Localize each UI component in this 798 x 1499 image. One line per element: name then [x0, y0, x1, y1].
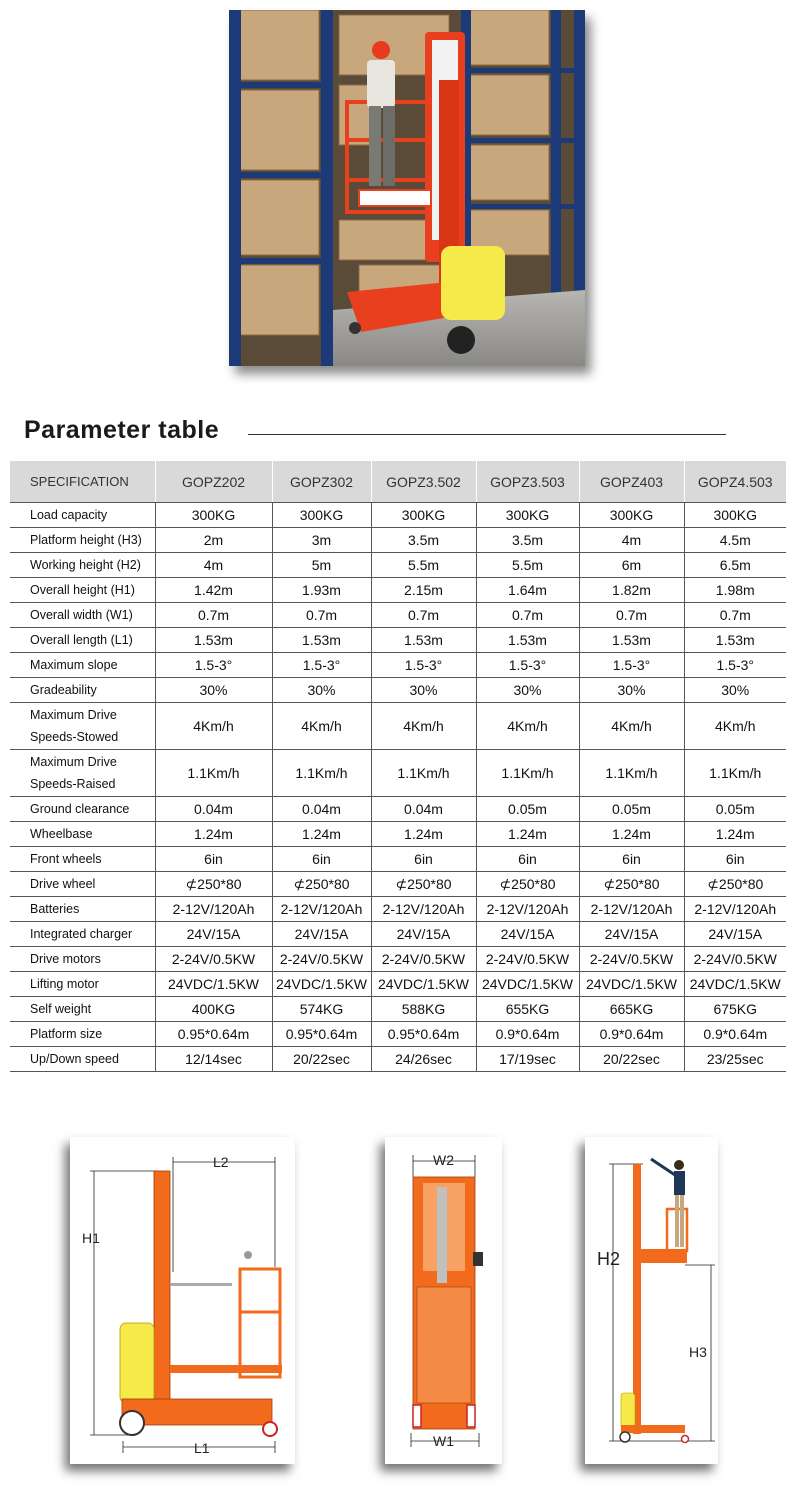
table-row [10, 822, 786, 847]
spec-value: 30% [272, 678, 371, 703]
dim-label-l1: L1 [194, 1440, 210, 1456]
spec-value: 2m [155, 528, 272, 553]
spec-value: 4Km/h [272, 703, 371, 750]
spec-value: 6m [579, 553, 684, 578]
spec-value: 6in [684, 847, 786, 872]
spec-label: Working height (H2) [10, 553, 155, 578]
spec-value: 24VDC/1.5KW [155, 972, 272, 997]
spec-label: Maximum slope [10, 653, 155, 678]
column-header: GOPZ3.502 [371, 461, 476, 503]
spec-value: 4Km/h [371, 703, 476, 750]
spec-value: 0.9*0.64m [476, 1022, 579, 1047]
spec-value: 0.05m [476, 797, 579, 822]
spec-value: 2-24V/0.5KW [371, 947, 476, 972]
spec-value: 12/14sec [155, 1047, 272, 1072]
spec-value: 2-24V/0.5KW [579, 947, 684, 972]
spec-value: 24VDC/1.5KW [371, 972, 476, 997]
table-row [10, 1022, 786, 1047]
dim-label-h1: H1 [82, 1230, 100, 1246]
spec-value: 1.5-3° [155, 653, 272, 678]
spec-value: 2-12V/120Ah [579, 897, 684, 922]
spec-value: 1.5-3° [684, 653, 786, 678]
spec-value: 1.24m [684, 822, 786, 847]
spec-value: 1.24m [476, 822, 579, 847]
spec-value: 1.24m [371, 822, 476, 847]
table-row [10, 628, 786, 653]
spec-value: 1.24m [155, 822, 272, 847]
spec-value: 30% [371, 678, 476, 703]
spec-value: 1.1Km/h [155, 750, 272, 797]
table-row [10, 872, 786, 897]
spec-value: 1.82m [579, 578, 684, 603]
spec-value: 4Km/h [155, 703, 272, 750]
spec-label: Integrated charger [10, 922, 155, 947]
spec-value: ⊄250*80 [371, 872, 476, 897]
column-header: GOPZ302 [272, 461, 371, 503]
spec-value: 17/19sec [476, 1047, 579, 1072]
spec-value: 2-12V/120Ah [684, 897, 786, 922]
spec-value: 6in [476, 847, 579, 872]
spec-value: ⊄250*80 [684, 872, 786, 897]
table-row [10, 553, 786, 578]
spec-label: Load capacity [10, 503, 155, 528]
spec-value: 0.95*0.64m [371, 1022, 476, 1047]
dim-label-w1: W1 [433, 1433, 454, 1449]
spec-value: 2-12V/120Ah [476, 897, 579, 922]
spec-value: 2.15m [371, 578, 476, 603]
spec-value: 0.7m [155, 603, 272, 628]
spec-value: 655KG [476, 997, 579, 1022]
spec-value: 24V/15A [579, 922, 684, 947]
spec-value: 30% [155, 678, 272, 703]
table-row [10, 1047, 786, 1072]
table-row [10, 503, 786, 528]
spec-value: 0.04m [272, 797, 371, 822]
spec-label: Maximum Drive Speeds-Stowed [10, 703, 155, 750]
spec-label: Platform size [10, 1022, 155, 1047]
table-row [10, 972, 786, 997]
spec-value: 1.98m [684, 578, 786, 603]
spec-value: 23/25sec [684, 1047, 786, 1072]
spec-value: 30% [579, 678, 684, 703]
spec-value: 0.7m [684, 603, 786, 628]
spec-value: 588KG [371, 997, 476, 1022]
spec-value: 1.24m [272, 822, 371, 847]
hero-photo [229, 10, 585, 366]
spec-value: 6in [371, 847, 476, 872]
dim-label-h3: H3 [689, 1344, 707, 1360]
spec-label: Wheelbase [10, 822, 155, 847]
spec-value: 2-24V/0.5KW [155, 947, 272, 972]
spec-label: Lifting motor [10, 972, 155, 997]
spec-value: 300KG [476, 503, 579, 528]
spec-label: Batteries [10, 897, 155, 922]
spec-label: Drive wheel [10, 872, 155, 897]
spec-value: 400KG [155, 997, 272, 1022]
spec-value: ⊄250*80 [272, 872, 371, 897]
spec-label: Self weight [10, 997, 155, 1022]
spec-value: 24V/15A [155, 922, 272, 947]
spec-value: 0.7m [371, 603, 476, 628]
spec-value: 0.7m [272, 603, 371, 628]
dim-label-h2: H2 [597, 1249, 621, 1269]
spec-value: 2-24V/0.5KW [272, 947, 371, 972]
spec-value: 300KG [155, 503, 272, 528]
table-body [10, 503, 786, 1072]
spec-value: 1.5-3° [476, 653, 579, 678]
spec-value: 665KG [579, 997, 684, 1022]
spec-value: ⊄250*80 [155, 872, 272, 897]
parameter-table [10, 461, 786, 1072]
column-header: GOPZ403 [579, 461, 684, 503]
spec-value: 3.5m [476, 528, 579, 553]
page-title: Parameter table [24, 416, 220, 444]
spec-value: 1.1Km/h [272, 750, 371, 797]
spec-value: 24V/15A [371, 922, 476, 947]
spec-value: 0.7m [579, 603, 684, 628]
spec-value: 24VDC/1.5KW [476, 972, 579, 997]
spec-value: 4Km/h [684, 703, 786, 750]
spec-value: 6in [155, 847, 272, 872]
spec-value: 0.9*0.64m [684, 1022, 786, 1047]
spec-value: 1.5-3° [579, 653, 684, 678]
front-view-drawing [385, 1137, 502, 1464]
spec-value: 6.5m [684, 553, 786, 578]
table-row [10, 750, 786, 797]
spec-value: 24VDC/1.5KW [684, 972, 786, 997]
spec-value: 4m [155, 553, 272, 578]
spec-label: Front wheels [10, 847, 155, 872]
spec-value: 0.04m [371, 797, 476, 822]
spec-value: 574KG [272, 997, 371, 1022]
spec-value: 1.53m [684, 628, 786, 653]
spec-value: 3m [272, 528, 371, 553]
spec-value: 1.42m [155, 578, 272, 603]
spec-value: 24/26sec [371, 1047, 476, 1072]
spec-value: 1.53m [371, 628, 476, 653]
spec-value: 1.53m [272, 628, 371, 653]
spec-value: 4Km/h [579, 703, 684, 750]
spec-value: 20/22sec [272, 1047, 371, 1072]
spec-value: 2-12V/120Ah [371, 897, 476, 922]
spec-value: 300KG [684, 503, 786, 528]
spec-value: 3.5m [371, 528, 476, 553]
spec-label: Ground clearance [10, 797, 155, 822]
spec-label: Gradeability [10, 678, 155, 703]
spec-value: 24V/15A [476, 922, 579, 947]
dim-label-l2: L2 [213, 1154, 229, 1170]
table-row [10, 603, 786, 628]
dim-label-w2: W2 [433, 1152, 454, 1168]
spec-value: 1.24m [579, 822, 684, 847]
spec-value: 2-12V/120Ah [155, 897, 272, 922]
spec-value: 1.1Km/h [684, 750, 786, 797]
spec-value: 5m [272, 553, 371, 578]
spec-value: 300KG [272, 503, 371, 528]
spec-value: 24VDC/1.5KW [579, 972, 684, 997]
spec-value: 1.93m [272, 578, 371, 603]
spec-value: 2-24V/0.5KW [476, 947, 579, 972]
spec-value: 1.5-3° [371, 653, 476, 678]
table-header-row [10, 461, 786, 503]
spec-value: ⊄250*80 [476, 872, 579, 897]
spec-value: 6in [579, 847, 684, 872]
spec-value: 1.5-3° [272, 653, 371, 678]
title-divider [248, 434, 726, 435]
order-picker-warehouse-illustration [229, 10, 585, 366]
table-row [10, 897, 786, 922]
spec-value: 2-24V/0.5KW [684, 947, 786, 972]
table-row [10, 578, 786, 603]
spec-value: 5.5m [371, 553, 476, 578]
table-row [10, 528, 786, 553]
spec-label: Overall width (W1) [10, 603, 155, 628]
spec-value: 1.1Km/h [476, 750, 579, 797]
table-row [10, 997, 786, 1022]
spec-value: 0.05m [579, 797, 684, 822]
spec-value: 24VDC/1.5KW [272, 972, 371, 997]
spec-value: 0.7m [476, 603, 579, 628]
spec-value: 30% [476, 678, 579, 703]
table-row [10, 947, 786, 972]
table-row [10, 703, 786, 750]
spec-label: Up/Down speed [10, 1047, 155, 1072]
spec-value: 0.95*0.64m [155, 1022, 272, 1047]
spec-value: 0.04m [155, 797, 272, 822]
spec-value: 0.05m [684, 797, 786, 822]
spec-value: 4m [579, 528, 684, 553]
column-header: GOPZ4.503 [684, 461, 786, 503]
spec-value: 2-12V/120Ah [272, 897, 371, 922]
table-row [10, 922, 786, 947]
spec-value: 6in [272, 847, 371, 872]
spec-value: 30% [684, 678, 786, 703]
table-row [10, 678, 786, 703]
spec-value: 24V/15A [272, 922, 371, 947]
spec-value: 1.1Km/h [579, 750, 684, 797]
spec-label: Overall length (L1) [10, 628, 155, 653]
spec-value: 1.64m [476, 578, 579, 603]
table-row [10, 653, 786, 678]
spec-label: Overall height (H1) [10, 578, 155, 603]
spec-value: 24V/15A [684, 922, 786, 947]
column-header: GOPZ202 [155, 461, 272, 503]
spec-value: 5.5m [476, 553, 579, 578]
spec-label: Maximum Drive Speeds-Raised [10, 750, 155, 797]
spec-value: 0.9*0.64m [579, 1022, 684, 1047]
spec-value: 4.5m [684, 528, 786, 553]
spec-value: 20/22sec [579, 1047, 684, 1072]
spec-label: Platform height (H3) [10, 528, 155, 553]
spec-value: 4Km/h [476, 703, 579, 750]
spec-value: 0.95*0.64m [272, 1022, 371, 1047]
spec-value: 675KG [684, 997, 786, 1022]
spec-value: 1.53m [155, 628, 272, 653]
spec-value: ⊄250*80 [579, 872, 684, 897]
spec-value: 1.1Km/h [371, 750, 476, 797]
column-header: SPECIFICATION [10, 461, 155, 503]
side-view-drawing [70, 1137, 295, 1464]
spec-value: 300KG [579, 503, 684, 528]
spec-value: 300KG [371, 503, 476, 528]
height-view-drawing [585, 1137, 718, 1464]
spec-value: 1.53m [579, 628, 684, 653]
table-row [10, 797, 786, 822]
table-row [10, 847, 786, 872]
spec-label: Drive motors [10, 947, 155, 972]
spec-value: 1.53m [476, 628, 579, 653]
column-header: GOPZ3.503 [476, 461, 579, 503]
